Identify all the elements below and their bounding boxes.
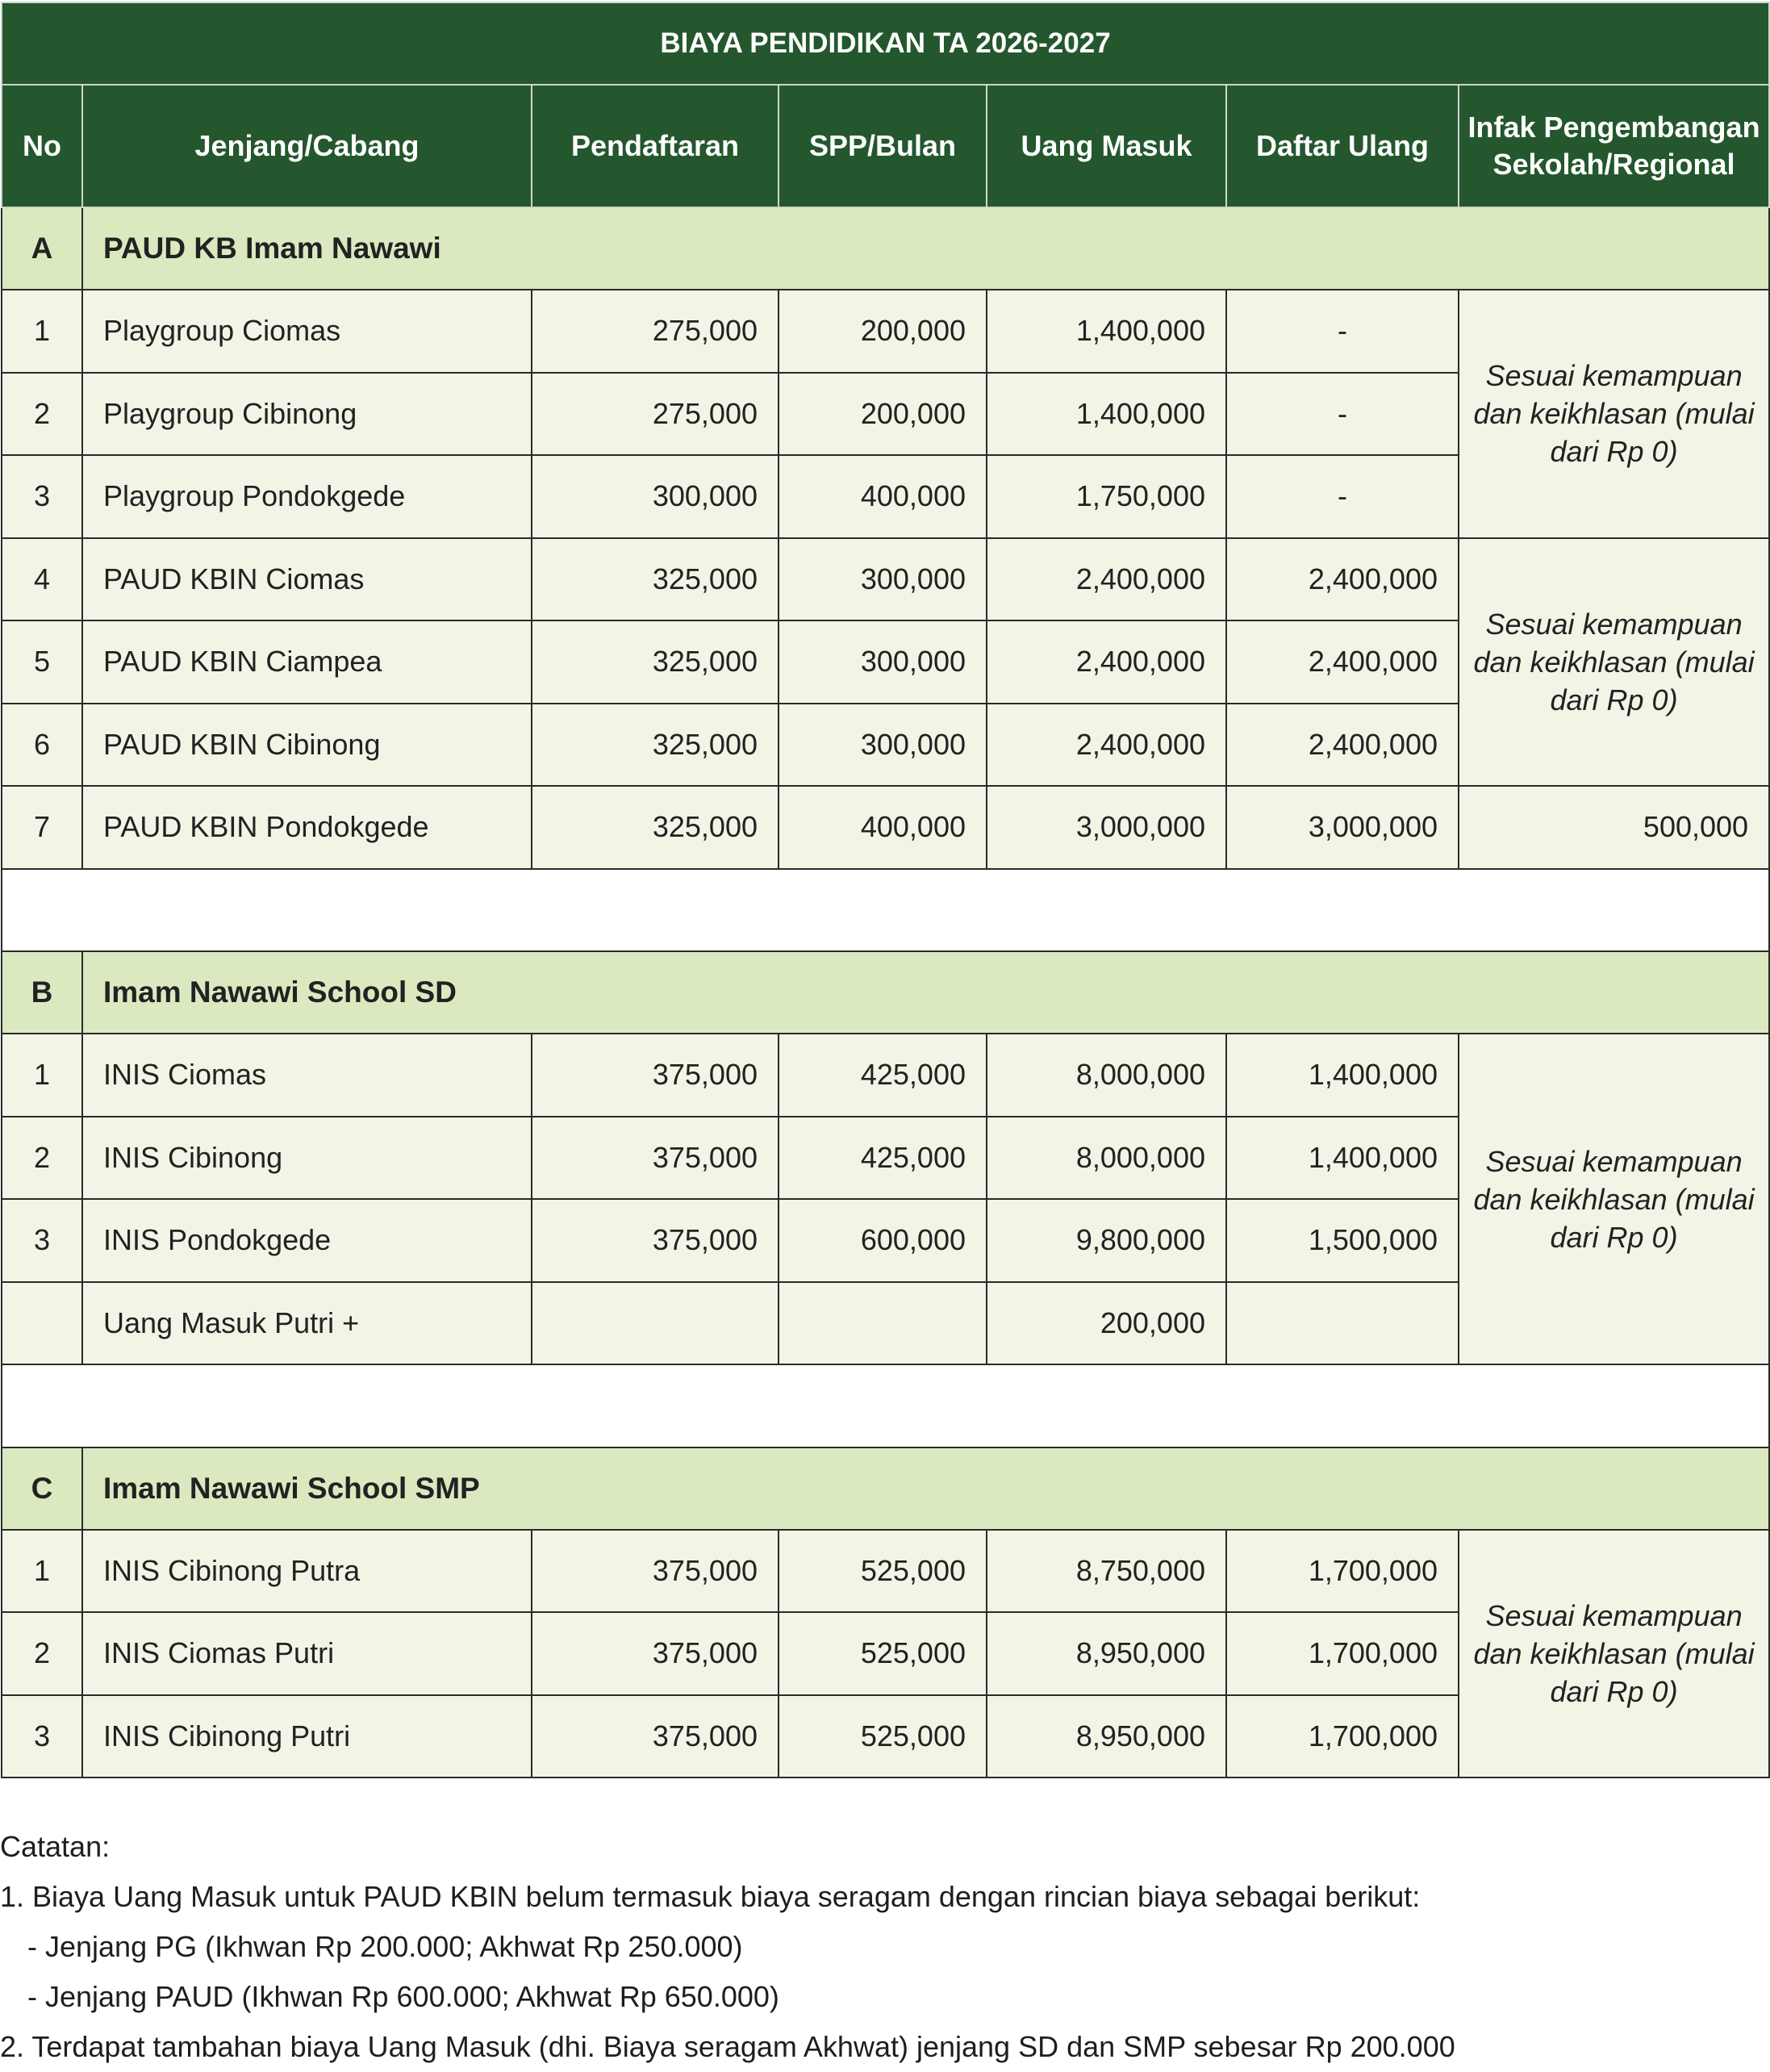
row-name: Playgroup Cibinong: [82, 373, 532, 456]
row-uang-masuk: 8,000,000: [987, 1117, 1226, 1200]
row-spp: 425,000: [779, 1117, 987, 1200]
row-uang-masuk: 1,400,000: [987, 373, 1226, 456]
row-name: PAUD KBIN Ciomas: [82, 538, 532, 621]
row-pendaftaran: 375,000: [532, 1199, 779, 1282]
row-daftar-ulang: 3,000,000: [1226, 786, 1459, 869]
row-infak: 500,000: [1459, 786, 1769, 869]
fee-table: [1, 2, 1770, 1778]
row-pendaftaran: 300,000: [532, 455, 779, 538]
infak-note: Sesuai kemampuan dan keikhlasan (mulai dari Rp 0): [1459, 1530, 1769, 1778]
row-daftar-ulang: 2,400,000: [1226, 538, 1459, 621]
row-name: PAUD KBIN Pondokgede: [82, 786, 532, 869]
row-spp: 525,000: [779, 1695, 987, 1778]
row-pendaftaran: 375,000: [532, 1612, 779, 1695]
infak-note: Sesuai kemampuan dan keikhlasan (mulai dari Rp 0): [1459, 290, 1769, 538]
table-row: [2, 786, 1769, 869]
row-no: 6: [2, 704, 82, 787]
row-uang-masuk: 3,000,000: [987, 786, 1226, 869]
row-daftar-ulang: 1,700,000: [1226, 1612, 1459, 1695]
header-spp-bulan: SPP/Bulan: [779, 85, 987, 207]
spacer-cell: [2, 869, 1769, 952]
row-name: INIS Ciomas: [82, 1034, 532, 1117]
row-pendaftaran: 375,000: [532, 1695, 779, 1778]
table-row: [2, 1034, 1769, 1117]
header-infak: Infak Pengembangan Sekolah/Regional: [1459, 85, 1769, 207]
row-spp: [779, 1282, 987, 1365]
section-header-a: [2, 207, 1769, 290]
spacer-row: [2, 869, 1769, 952]
column-header-row: [2, 85, 1769, 207]
table-title-row: [2, 2, 1769, 85]
section-title: Imam Nawawi School SMP: [82, 1447, 1769, 1530]
note-subitem: - Jenjang PAUD (Ikhwan Rp 600.000; Akhwat Rp 650.000): [27, 1980, 779, 2013]
row-uang-masuk: 1,750,000: [987, 455, 1226, 538]
row-no: 2: [2, 373, 82, 456]
table-row: [2, 538, 1769, 621]
row-name: Playgroup Pondokgede: [82, 455, 532, 538]
row-pendaftaran: 325,000: [532, 538, 779, 621]
row-spp: 300,000: [779, 620, 987, 704]
row-spp: 400,000: [779, 455, 987, 538]
row-name: Playgroup Ciomas: [82, 290, 532, 373]
row-uang-masuk: 2,400,000: [987, 704, 1226, 787]
row-uang-masuk: 1,400,000: [987, 290, 1226, 373]
notes-section: [0, 1822, 1455, 2072]
row-pendaftaran: 325,000: [532, 786, 779, 869]
row-spp: 425,000: [779, 1034, 987, 1117]
header-uang-masuk: Uang Masuk: [987, 85, 1226, 207]
row-uang-masuk: 200,000: [987, 1282, 1226, 1365]
row-daftar-ulang: [1226, 1282, 1459, 1365]
row-uang-masuk: 9,800,000: [987, 1199, 1226, 1282]
row-no: 7: [2, 786, 82, 869]
note-item: 1. Biaya Uang Masuk untuk PAUD KBIN belum termasuk biaya seragam dengan rincian biaya sebagai berikut:: [0, 1880, 1421, 1913]
infak-note: Sesuai kemampuan dan keikhlasan (mulai dari Rp 0): [1459, 1034, 1769, 1364]
spacer-row: [2, 1364, 1769, 1447]
header-pendaftaran: Pendaftaran: [532, 85, 779, 207]
row-spp: 300,000: [779, 704, 987, 787]
row-daftar-ulang: 2,400,000: [1226, 620, 1459, 704]
row-daftar-ulang: 1,500,000: [1226, 1199, 1459, 1282]
note-item: 2. Terdapat tambahan biaya Uang Masuk (dhi. Biaya seragam Akhwat) jenjang SD dan SMP sebesar Rp 200.000: [0, 2030, 1455, 2063]
section-letter: C: [2, 1447, 82, 1530]
row-spp: 400,000: [779, 786, 987, 869]
row-name: Uang Masuk Putri +: [82, 1282, 532, 1365]
row-pendaftaran: 325,000: [532, 704, 779, 787]
spacer-cell: [2, 1364, 1769, 1447]
row-no: [2, 1282, 82, 1365]
section-header-c: [2, 1447, 1769, 1530]
table-title: BIAYA PENDIDIKAN TA 2026-2027: [2, 2, 1769, 85]
infak-note: Sesuai kemampuan dan keikhlasan (mulai dari Rp 0): [1459, 538, 1769, 787]
header-no: No: [2, 85, 82, 207]
row-name: PAUD KBIN Cibinong: [82, 704, 532, 787]
note-subitem: - Jenjang PG (Ikhwan Rp 200.000; Akhwat Rp 250.000): [27, 1930, 743, 1963]
row-daftar-ulang: -: [1226, 290, 1459, 373]
row-no: 4: [2, 538, 82, 621]
row-name: INIS Ciomas Putri: [82, 1612, 532, 1695]
section-letter: A: [2, 207, 82, 290]
header-jenjang-cabang: Jenjang/Cabang: [82, 85, 532, 207]
row-uang-masuk: 8,750,000: [987, 1530, 1226, 1613]
row-name: INIS Cibinong Putra: [82, 1530, 532, 1613]
row-uang-masuk: 8,950,000: [987, 1695, 1226, 1778]
row-daftar-ulang: -: [1226, 373, 1459, 456]
table-row: [2, 290, 1769, 373]
row-pendaftaran: 375,000: [532, 1117, 779, 1200]
row-daftar-ulang: -: [1226, 455, 1459, 538]
row-no: 1: [2, 290, 82, 373]
row-uang-masuk: 8,950,000: [987, 1612, 1226, 1695]
row-no: 3: [2, 1199, 82, 1282]
section-title: PAUD KB Imam Nawawi: [82, 207, 1769, 290]
row-spp: 600,000: [779, 1199, 987, 1282]
row-uang-masuk: 8,000,000: [987, 1034, 1226, 1117]
row-name: INIS Pondokgede: [82, 1199, 532, 1282]
section-header-b: [2, 951, 1769, 1034]
notes-heading: Catatan:: [0, 1830, 111, 1863]
row-pendaftaran: [532, 1282, 779, 1365]
row-no: 3: [2, 1695, 82, 1778]
row-daftar-ulang: 1,400,000: [1226, 1117, 1459, 1200]
row-name: PAUD KBIN Ciampea: [82, 620, 532, 704]
row-spp: 300,000: [779, 538, 987, 621]
row-pendaftaran: 375,000: [532, 1034, 779, 1117]
section-letter: B: [2, 951, 82, 1034]
row-no: 1: [2, 1530, 82, 1613]
row-spp: 200,000: [779, 373, 987, 456]
row-no: 3: [2, 455, 82, 538]
table-row: [2, 1530, 1769, 1613]
row-pendaftaran: 325,000: [532, 620, 779, 704]
row-daftar-ulang: 2,400,000: [1226, 704, 1459, 787]
row-pendaftaran: 275,000: [532, 373, 779, 456]
row-daftar-ulang: 1,700,000: [1226, 1530, 1459, 1613]
row-no: 2: [2, 1117, 82, 1200]
row-pendaftaran: 375,000: [532, 1530, 779, 1613]
row-name: INIS Cibinong Putri: [82, 1695, 532, 1778]
row-name: INIS Cibinong: [82, 1117, 532, 1200]
row-no: 5: [2, 620, 82, 704]
section-title: Imam Nawawi School SD: [82, 951, 1769, 1034]
row-pendaftaran: 275,000: [532, 290, 779, 373]
header-daftar-ulang: Daftar Ulang: [1226, 85, 1459, 207]
row-daftar-ulang: 1,700,000: [1226, 1695, 1459, 1778]
row-no: 2: [2, 1612, 82, 1695]
row-uang-masuk: 2,400,000: [987, 538, 1226, 621]
row-spp: 525,000: [779, 1530, 987, 1613]
row-spp: 200,000: [779, 290, 987, 373]
row-spp: 525,000: [779, 1612, 987, 1695]
row-no: 1: [2, 1034, 82, 1117]
row-daftar-ulang: 1,400,000: [1226, 1034, 1459, 1117]
row-uang-masuk: 2,400,000: [987, 620, 1226, 704]
